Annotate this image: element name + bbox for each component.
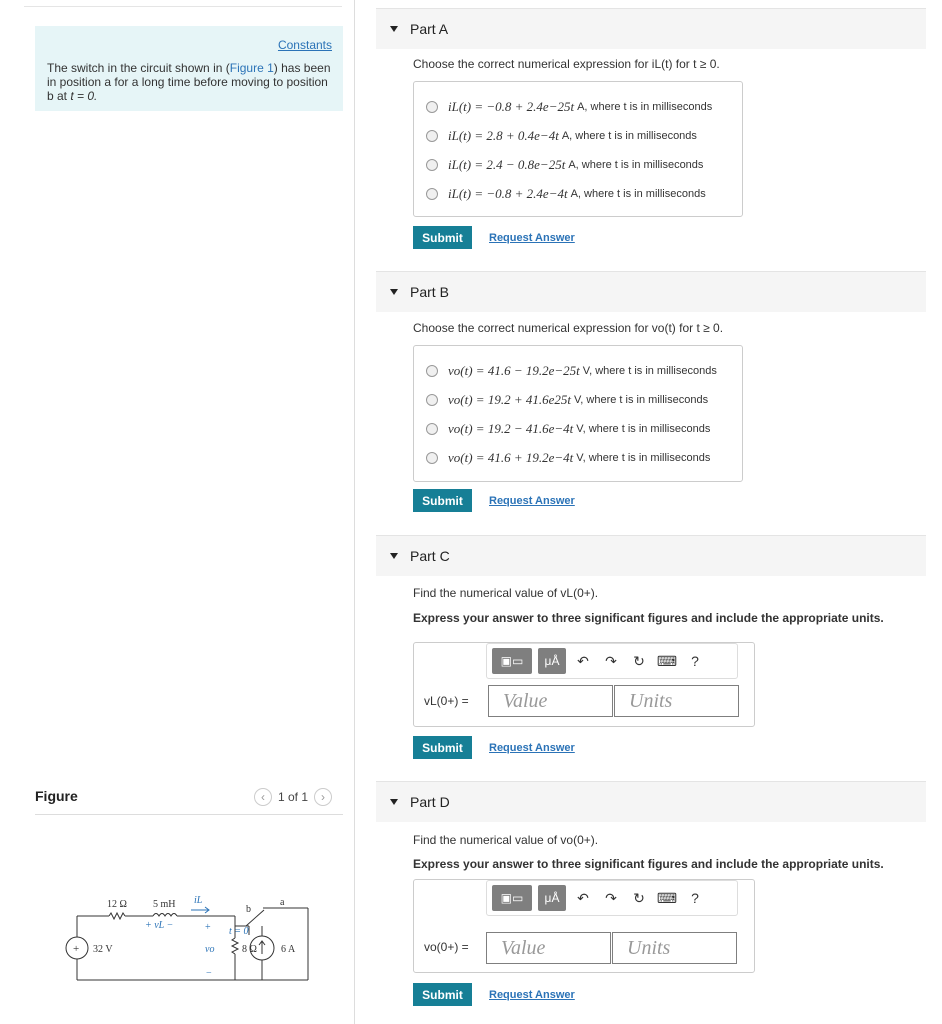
radio-button[interactable] [426,365,438,377]
label-vo: vo [205,944,215,955]
pager-text: 1 of 1 [278,790,309,804]
caret-down-icon [390,26,398,32]
part-c-header[interactable]: Part C [376,535,926,576]
option[interactable]: iL(t) = 2.8 + 0.4e−4t A, where t is in milliseconds [426,121,742,150]
next-figure-button[interactable]: › [314,788,332,806]
request-answer-link[interactable]: Request Answer [489,988,575,1001]
template-icon[interactable]: ▣▭ [492,648,532,674]
label-il: iL [194,895,203,906]
part-c-answer-box [413,642,755,727]
label-32v: 32 V [93,944,113,955]
resistor-12ohm [109,913,125,919]
part-b-actions [413,489,575,512]
part-b-header[interactable]: Part B [376,271,926,312]
option[interactable]: iL(t) = −0.8 + 2.4e−25t A, where t is in milliseconds [426,92,742,121]
caret-down-icon [390,799,398,805]
help-icon[interactable]: ? [691,653,699,669]
part-d-question: Find the numerical value of vo(0+). [413,833,599,847]
divider [24,6,342,7]
option[interactable]: vo(t) = 41.6 − 19.2e−25t V, where t is in milliseconds [426,356,742,385]
keyboard-icon[interactable]: ⌨ [656,889,678,906]
label-6a: 6 A [281,944,296,955]
problem-statement: The switch in the circuit shown in (Figure 1) has been in position a for a long time before moving to position b at t = 0. [47,61,331,103]
figure-pager [254,788,332,806]
prev-figure-button[interactable]: ‹ [254,788,272,806]
radio-button[interactable] [426,101,438,113]
inductor [153,914,177,917]
part-d-header[interactable]: Part D [376,781,926,822]
part-a-actions [413,226,575,249]
label-a: a [280,897,285,908]
figure-link[interactable]: Figure 1 [229,61,274,75]
radio-button[interactable] [426,130,438,142]
part-c-actions [413,736,575,759]
part-c-question: Find the numerical value of vL(0+). [413,586,599,600]
part-c [376,535,926,765]
radio-button[interactable] [426,452,438,464]
units-input[interactable]: Units [614,685,739,717]
part-d-instruction: Express your answer to three significant figures and include the appropriate units. [413,857,884,871]
part-a-options [413,81,743,217]
caret-down-icon [390,553,398,559]
keyboard-icon[interactable]: ⌨ [656,652,678,669]
redo-icon[interactable]: ↷ [605,652,617,669]
radio-button[interactable] [426,188,438,200]
part-d [376,781,926,1021]
part-b-question: Choose the correct numerical expression for vo(t) for t ≥ 0. [413,321,724,335]
option[interactable]: vo(t) = 19.2 − 41.6e−4t V, where t is in milliseconds [426,414,742,443]
undo-icon[interactable]: ↶ [577,652,589,669]
math-toolbar [486,643,738,679]
svg-text:+: + [205,922,211,933]
resistor-8ohm [232,938,238,954]
option[interactable]: vo(t) = 41.6 + 19.2e−4t V, where t is in milliseconds [426,443,742,472]
circuit-diagram [63,890,323,990]
part-b [376,271,926,521]
answer-label: vL(0+) = [424,694,469,708]
label-8ohm: 8 Ω [242,944,257,955]
radio-button[interactable] [426,159,438,171]
units-button[interactable]: μÅ [538,885,566,911]
help-icon[interactable]: ? [691,890,699,906]
divider [35,814,343,815]
submit-button[interactable]: Submit [413,983,472,1006]
request-answer-link[interactable]: Request Answer [489,494,575,507]
units-input[interactable]: Units [612,932,737,964]
option[interactable]: iL(t) = −0.8 + 2.4e−4t A, where t is in milliseconds [426,179,742,208]
submit-button[interactable]: Submit [413,489,472,512]
redo-icon[interactable]: ↷ [605,889,617,906]
label-b: b [246,904,251,915]
part-d-actions [413,983,575,1006]
part-d-answer-box [413,879,755,973]
units-button[interactable]: μÅ [538,648,566,674]
reset-icon[interactable]: ↻ [633,889,645,906]
option[interactable]: iL(t) = 2.4 − 0.8e−25t A, where t is in milliseconds [426,150,742,179]
part-b-options [413,345,743,482]
part-a [376,8,926,258]
radio-button[interactable] [426,423,438,435]
label-vl: + vL − [145,920,174,931]
value-input[interactable]: Value [486,932,611,964]
part-c-instruction: Express your answer to three significant figures and include the appropriate units. [413,611,884,625]
math-toolbar [486,880,738,916]
svg-text:−: − [206,968,212,979]
label-r1: 12 Ω [107,899,127,910]
left-pane [0,0,355,1024]
constants-link[interactable]: Constants [277,38,332,52]
request-answer-link[interactable]: Request Answer [489,231,575,244]
request-answer-link[interactable]: Request Answer [489,741,575,754]
caret-down-icon [390,289,398,295]
value-input[interactable]: Value [488,685,613,717]
part-a-header[interactable]: Part A [376,8,926,49]
problem-intro [35,26,343,111]
svg-text:+: + [73,943,80,955]
submit-button[interactable]: Submit [413,736,472,759]
undo-icon[interactable]: ↶ [577,889,589,906]
label-l1: 5 mH [153,899,176,910]
figure-label: Figure [35,788,78,804]
answer-label: vo(0+) = [424,940,469,954]
submit-button[interactable]: Submit [413,226,472,249]
option[interactable]: vo(t) = 19.2 + 41.6e25t V, where t is in milliseconds [426,385,742,414]
template-icon[interactable]: ▣▭ [492,885,532,911]
label-t0: t = 0 [229,926,249,937]
reset-icon[interactable]: ↻ [633,652,645,669]
part-a-question: Choose the correct numerical expression for iL(t) for t ≥ 0. [413,57,720,71]
radio-button[interactable] [426,394,438,406]
